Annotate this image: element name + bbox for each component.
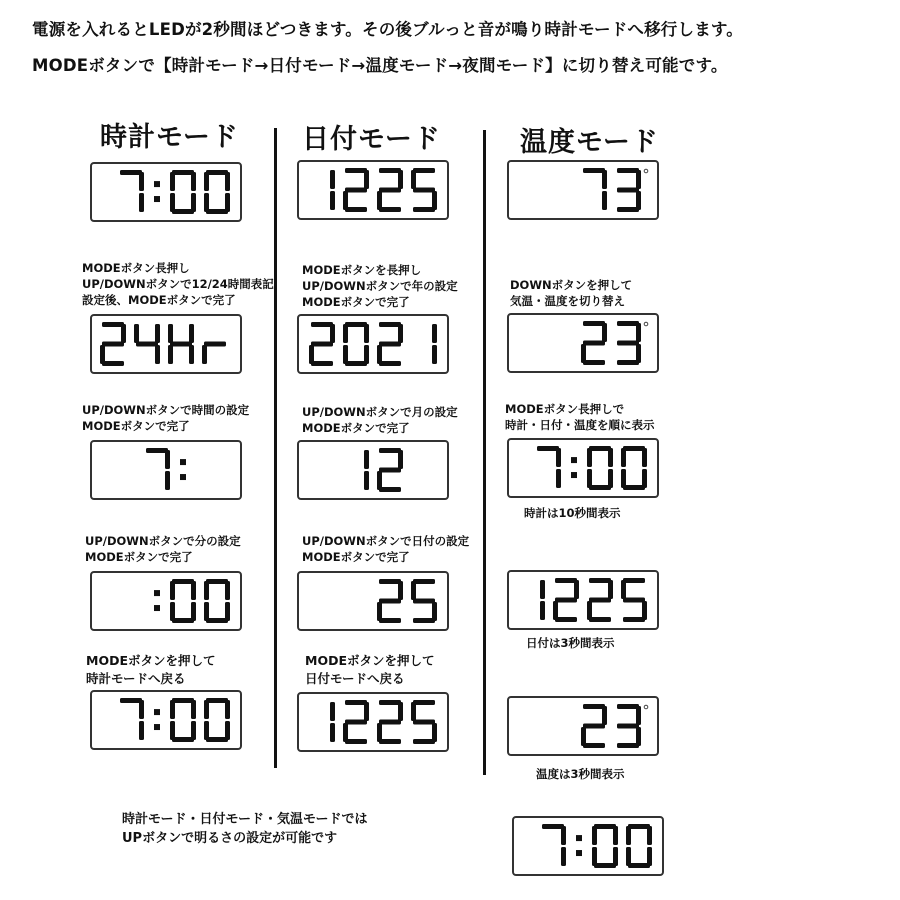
lcd-segment	[589, 485, 611, 490]
lcd-segment	[413, 618, 435, 623]
lcd-segment	[589, 446, 611, 451]
step-caption: UP/DOWNボタンで時間の設定 MODEボタンで完了	[82, 403, 250, 433]
step-caption: MODEボタンを押して 日付モードへ戻る	[305, 653, 435, 686]
lcd-segment	[621, 469, 626, 488]
lcd-segment	[583, 360, 605, 365]
lcd-segment	[628, 824, 650, 829]
lcd-segment	[345, 322, 367, 327]
lcd-segment	[379, 361, 401, 366]
lcd-segment	[617, 704, 639, 709]
step-caption: 時計は10秒間表示	[524, 506, 621, 520]
lcd-segment	[168, 324, 173, 343]
lcd-segment	[555, 578, 577, 583]
lcd-segment	[206, 618, 228, 623]
lcd-segment	[136, 342, 158, 347]
lcd-segment	[636, 170, 641, 189]
lcd-segment	[191, 700, 196, 719]
lcd-segment	[377, 602, 382, 621]
lcd-segment	[617, 321, 639, 326]
step-caption: MODEボタン長押し UP/DOWNボタンで12/24時間表記 設定後、MODEボタンで完了	[82, 261, 274, 307]
lcd-segment	[172, 170, 194, 175]
lcd-segment	[602, 191, 607, 210]
lcd-segment	[647, 826, 652, 845]
lcd-segment	[540, 580, 545, 599]
lcd-colon-dot	[154, 590, 160, 596]
lcd-segment	[170, 342, 192, 347]
degree-icon	[644, 322, 648, 326]
lcd-digits	[299, 694, 447, 750]
lcd-segment	[139, 172, 144, 191]
lcd-segment	[139, 193, 144, 212]
lcd-segment	[574, 580, 579, 599]
lcd-segment	[345, 207, 367, 212]
lcd-segment	[225, 581, 230, 600]
lcd-digits	[509, 572, 657, 628]
lcd-digits	[299, 573, 447, 629]
lcd-display	[90, 440, 242, 500]
lcd-segment	[602, 706, 607, 725]
lcd-digits	[299, 442, 447, 498]
lcd-segment	[343, 324, 348, 343]
lcd-segment	[587, 448, 592, 467]
lcd-segment	[379, 739, 401, 744]
lcd-segment	[172, 579, 194, 584]
lcd-segment	[202, 345, 207, 364]
lcd-segment	[204, 342, 226, 347]
lcd-segment	[379, 342, 401, 347]
step-caption: MODEボタンを押して 時計モードへ戻る	[86, 653, 216, 686]
lcd-segment	[379, 487, 401, 492]
lcd-segment	[155, 324, 160, 343]
lcd-segment	[623, 617, 645, 622]
lcd-segment	[102, 361, 124, 366]
lcd-colon-dot	[180, 459, 186, 465]
lcd-segment	[594, 863, 616, 868]
lcd-segment	[379, 448, 401, 453]
lcd-segment	[413, 207, 435, 212]
degree-icon	[644, 169, 648, 173]
lcd-segment	[343, 345, 348, 364]
lcd-segment	[617, 188, 639, 193]
lcd-segment	[583, 321, 605, 326]
step-caption: UP/DOWNボタンで分の設定 MODEボタンで完了	[85, 534, 241, 564]
lcd-digits	[299, 162, 447, 218]
lcd-segment	[413, 700, 435, 705]
lcd-segment	[589, 598, 611, 603]
lcd-segment	[411, 170, 416, 189]
lcd-segment	[398, 170, 403, 189]
lcd-segment	[170, 193, 175, 212]
column-divider-right	[483, 130, 486, 775]
lcd-segment	[623, 446, 645, 451]
lcd-segment	[413, 599, 435, 604]
lcd-display	[90, 162, 242, 222]
lcd-segment	[556, 448, 561, 467]
lcd-segment	[330, 191, 335, 210]
lcd-segment	[581, 727, 586, 746]
intro-text-line-2: MODEボタンで【時計モード→日付モード→温度モード→夜間モード】に切り替え可能です。	[32, 56, 728, 75]
lcd-digits	[92, 442, 240, 498]
lcd-segment	[165, 471, 170, 490]
lcd-segment	[411, 702, 416, 721]
lcd-segment	[379, 700, 401, 705]
lcd-digits	[509, 162, 657, 218]
lcd-segment	[617, 360, 639, 365]
lcd-segment	[613, 826, 618, 845]
lcd-segment	[102, 342, 124, 347]
lcd-digits	[92, 164, 240, 220]
lcd-display	[297, 692, 449, 752]
lcd-segment	[204, 602, 209, 621]
lcd-segment	[206, 579, 228, 584]
lcd-segment	[602, 170, 607, 189]
lcd-segment	[377, 723, 382, 742]
lcd-digits	[514, 818, 662, 874]
lcd-segment	[330, 702, 335, 721]
lcd-segment	[189, 324, 194, 343]
lcd-segment	[413, 188, 435, 193]
lcd-segment	[364, 702, 369, 721]
lcd-segment	[343, 191, 348, 210]
lcd-segment	[540, 601, 545, 620]
lcd-colon-dot	[154, 181, 160, 187]
lcd-segment	[379, 599, 401, 604]
lcd-segment	[542, 824, 564, 829]
lcd-segment	[191, 172, 196, 191]
lcd-segment	[379, 207, 401, 212]
lcd-segment	[225, 172, 230, 191]
lcd-segment	[364, 450, 369, 469]
lcd-segment	[589, 578, 611, 583]
lcd-segment	[413, 720, 435, 725]
lcd-segment	[206, 209, 228, 214]
step-caption: 温度は3秒間表示	[536, 767, 625, 781]
lcd-segment	[411, 581, 416, 600]
step-caption: MODEボタンを長押し UP/DOWNボタンで年の設定 MODEボタンで完了	[302, 263, 458, 309]
lcd-segment	[623, 598, 645, 603]
lcd-segment	[120, 698, 142, 703]
lcd-segment	[379, 168, 401, 173]
lcd-display	[90, 690, 242, 750]
lcd-colon-dot	[180, 474, 186, 480]
lcd-segment	[364, 170, 369, 189]
lcd-segment	[377, 471, 382, 490]
lcd-segment	[587, 469, 592, 488]
lcd-colon-dot	[154, 709, 160, 715]
step-caption: 日付は3秒間表示	[526, 636, 615, 650]
lcd-segment	[121, 324, 126, 343]
lcd-segment	[189, 345, 194, 364]
lcd-segment	[594, 824, 616, 829]
lcd-segment	[379, 188, 401, 193]
lcd-segment	[379, 579, 401, 584]
lcd-segment	[343, 723, 348, 742]
lcd-segment	[592, 847, 597, 866]
lcd-segment	[555, 598, 577, 603]
lcd-segment	[345, 188, 367, 193]
lcd-display	[507, 570, 659, 630]
lcd-segment	[379, 468, 401, 473]
lcd-segment	[398, 324, 403, 343]
lcd-segment	[206, 737, 228, 742]
lcd-segment	[636, 323, 641, 342]
lcd-segment	[204, 172, 209, 191]
lcd-segment	[556, 469, 561, 488]
lcd-segment	[623, 578, 645, 583]
lcd-segment	[191, 581, 196, 600]
lcd-segment	[555, 617, 577, 622]
lcd-segment	[345, 361, 367, 366]
lcd-segment	[345, 720, 367, 725]
lcd-segment	[583, 724, 605, 729]
lcd-segment	[589, 617, 611, 622]
lcd-segment	[330, 324, 335, 343]
lcd-digits	[92, 316, 240, 372]
lcd-segment	[204, 581, 209, 600]
lcd-segment	[311, 342, 333, 347]
lcd-segment	[172, 737, 194, 742]
lcd-segment	[100, 345, 105, 364]
lcd-segment	[155, 345, 160, 364]
lcd-segment	[398, 702, 403, 721]
date-mode-title: 日付モード	[302, 124, 441, 155]
lcd-segment	[170, 721, 175, 740]
lcd-display	[297, 160, 449, 220]
lcd-display	[297, 314, 449, 374]
temp-mode-title: 温度モード	[520, 127, 659, 158]
lcd-segment	[204, 700, 209, 719]
step-caption: MODEボタン長押しで 時計・日付・温度を順に表示	[505, 402, 655, 432]
lcd-segment	[583, 168, 605, 173]
lcd-segment	[364, 471, 369, 490]
lcd-segment	[170, 602, 175, 621]
lcd-segment	[206, 170, 228, 175]
lcd-segment	[413, 579, 435, 584]
lcd-display	[507, 696, 659, 756]
lcd-digits	[509, 440, 657, 496]
lcd-digits	[92, 692, 240, 748]
lcd-segment	[553, 601, 558, 620]
lcd-segment	[170, 172, 175, 191]
lcd-colon-dot	[154, 605, 160, 611]
lcd-segment	[168, 345, 173, 364]
lcd-segment	[311, 361, 333, 366]
lcd-segment	[120, 170, 142, 175]
lcd-colon-dot	[576, 850, 582, 856]
lcd-segment	[617, 341, 639, 346]
lcd-segment	[330, 723, 335, 742]
lcd-segment	[621, 448, 626, 467]
lcd-display	[90, 314, 242, 374]
lcd-segment	[206, 698, 228, 703]
lcd-display	[512, 816, 664, 876]
lcd-segment	[617, 724, 639, 729]
lcd-segment	[621, 580, 626, 599]
lcd-segment	[642, 448, 647, 467]
lcd-segment	[345, 700, 367, 705]
lcd-segment	[602, 323, 607, 342]
lcd-display	[507, 438, 659, 498]
lcd-digits	[92, 573, 240, 629]
lcd-colon-dot	[571, 472, 577, 478]
lcd-segment	[432, 345, 437, 364]
lcd-display	[297, 571, 449, 631]
lcd-segment	[561, 826, 566, 845]
lcd-segment	[170, 700, 175, 719]
lcd-segment	[139, 700, 144, 719]
lcd-segment	[617, 207, 639, 212]
step-caption: UP/DOWNボタンで日付の設定 MODEボタンで完了	[302, 534, 470, 564]
intro-text-line-1: 電源を入れるとLEDが2秒間ほどつきます。その後ブルっと音が鳴り時計モードへ移行します。	[32, 20, 743, 39]
lcd-segment	[139, 721, 144, 740]
lcd-segment	[377, 191, 382, 210]
step-caption: UP/DOWNボタンで月の設定 MODEボタンで完了	[302, 405, 458, 435]
lcd-segment	[561, 847, 566, 866]
brightness-note: 時計モード・日付モード・気温モードでは UPボタンで明るさの設定が可能です	[122, 812, 368, 846]
lcd-segment	[626, 826, 631, 845]
lcd-display	[507, 313, 659, 373]
lcd-segment	[626, 847, 631, 866]
lcd-segment	[311, 322, 333, 327]
lcd-segment	[379, 322, 401, 327]
lcd-segment	[581, 344, 586, 363]
lcd-display	[507, 160, 659, 220]
lcd-segment	[413, 739, 435, 744]
lcd-segment	[379, 618, 401, 623]
lcd-digits	[509, 315, 657, 371]
lcd-segment	[398, 450, 403, 469]
lcd-digits	[299, 316, 447, 372]
lcd-segment	[204, 193, 209, 212]
lcd-segment	[345, 168, 367, 173]
lcd-segment	[146, 448, 168, 453]
lcd-segment	[379, 720, 401, 725]
lcd-segment	[583, 743, 605, 748]
lcd-display	[297, 440, 449, 500]
lcd-segment	[225, 700, 230, 719]
lcd-colon-dot	[154, 724, 160, 730]
lcd-segment	[102, 322, 124, 327]
degree-icon	[644, 705, 648, 709]
lcd-segment	[623, 485, 645, 490]
lcd-digits	[509, 698, 657, 754]
lcd-segment	[583, 341, 605, 346]
lcd-segment	[608, 448, 613, 467]
lcd-segment	[309, 345, 314, 364]
lcd-segment	[636, 706, 641, 725]
lcd-segment	[592, 826, 597, 845]
lcd-segment	[204, 721, 209, 740]
lcd-segment	[537, 446, 559, 451]
lcd-display	[90, 571, 242, 631]
lcd-segment	[628, 863, 650, 868]
step-caption: DOWNボタンを押して 気温・温度を切り替え	[510, 278, 633, 308]
lcd-segment	[398, 581, 403, 600]
lcd-segment	[432, 324, 437, 343]
lcd-segment	[364, 324, 369, 343]
lcd-segment	[330, 170, 335, 189]
column-divider-left	[274, 128, 277, 768]
lcd-segment	[608, 580, 613, 599]
lcd-colon-dot	[571, 457, 577, 463]
lcd-segment	[617, 168, 639, 173]
lcd-segment	[172, 618, 194, 623]
lcd-segment	[617, 743, 639, 748]
clock-mode-title: 時計モード	[100, 122, 239, 153]
lcd-segment	[165, 450, 170, 469]
lcd-segment	[377, 345, 382, 364]
lcd-segment	[345, 739, 367, 744]
lcd-colon-dot	[154, 196, 160, 202]
lcd-segment	[172, 698, 194, 703]
lcd-colon-dot	[576, 835, 582, 841]
lcd-segment	[172, 209, 194, 214]
lcd-segment	[587, 601, 592, 620]
lcd-segment	[583, 704, 605, 709]
lcd-segment	[170, 581, 175, 600]
lcd-segment	[413, 168, 435, 173]
lcd-segment	[134, 324, 139, 343]
